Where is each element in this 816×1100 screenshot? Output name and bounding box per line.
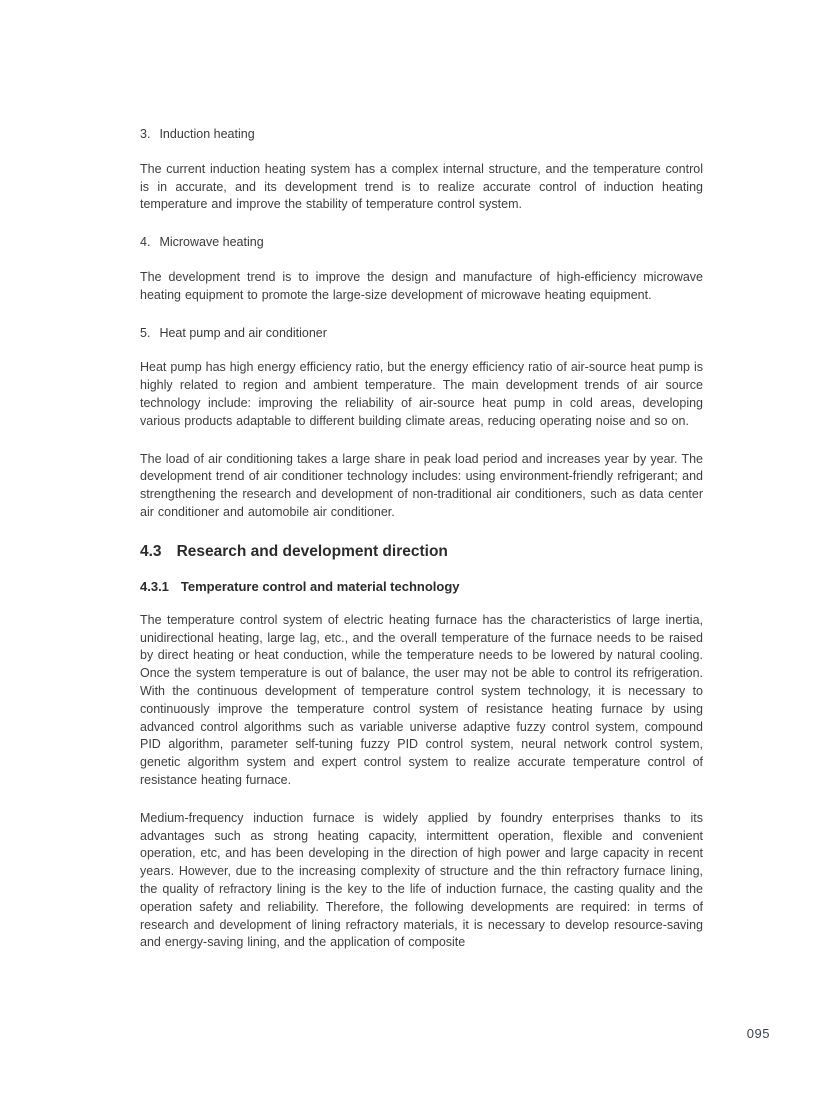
item-number: 3. [140, 127, 151, 141]
page-content [140, 0, 703, 972]
item-title-text: Heat pump and air conditioner [159, 325, 327, 340]
paragraph-induction-heating: The current induction heating system has a complex internal structure, and the temperature control is in accurate, and its development trend is to realize accurate control of induction heating temperature and improve the stability of temperature control system. [140, 161, 703, 212]
list-item-heading-4 [140, 234, 703, 252]
item-number: 5. [140, 325, 151, 340]
list-item-heading-3 [140, 126, 703, 144]
paragraph-induction-furnace: Medium-frequency induction furnace is widely applied by foundry enterprises thanks to its advantages such as strong heating capacity, intermittent operation, flexible and convenient operation, etc, and has been developing in the direction of high power and large capacity in recent years. However, due to the increasing complexity of structure and the thin refractory furnace lining, the quality of refractory lining is the key to the life of induction furnace, the casting quality and the operation safety and reliability. Therefore, the following developments are required: in terms of research and development of lining refractory materials, it is necessary to develop resource-saving and energy-saving lining, and the application of composite [140, 810, 703, 950]
paragraph-heat-pump-1: Heat pump has high energy efficiency ratio, but the energy efficiency ratio of air-source heat pump is highly related to region and ambient temperature. The main development trends of air source technology include: improving the reliability of air-source heat pump in cold areas, developing various products adaptable to different building climate areas, reducing operating noise and so on. [140, 360, 703, 428]
section-number: 4.3 [140, 542, 162, 560]
section-heading [140, 542, 703, 562]
paragraph-microwave-heating: The development trend is to improve the design and manufacture of high-efficiency microwave heating equipment to promote the large-size development of microwave heating equipment. [140, 269, 703, 302]
item-title-text: Induction heating [159, 127, 255, 141]
list-item-heading-5 [140, 325, 703, 343]
section-title-text: Research and development direction [176, 542, 448, 560]
subsection-title-text: Temperature control and material technology [180, 578, 460, 594]
item-title-text: Microwave heating [159, 235, 264, 250]
paragraph-temperature-control: The temperature control system of electric heating furnace has the characteristics of large inertia, unidirectional heating, large lag, etc., and the overall temperature of the furnace needs to be raised by direct heating or heat conduction, while the temperature needs to be lowered by natural cooling. Once the system temperature is out of balance, the user may not be able to control its refrigeration. With the continuous development of temperature control system technology, it is necessary to continuously improve the temperature control system of resistance heating furnace by using advanced control algorithms such as variable universe adaptive fuzzy control system, compound PID algorithm, parameter self-tuning fuzzy PID control system, neural network control system, genetic algorithm system and expert control system to realize accurate temperature control of resistance heating furnace. [140, 612, 703, 787]
subsection-number: 4.3.1 [140, 578, 169, 594]
paragraph-heat-pump-2: The load of air conditioning takes a large share in peak load period and increases year by year. The development trend of air conditioner technology includes: using environment-friendly refrigerant; and strengthening the research and development of non-traditional air conditioners, such as data center air conditioner and automobile air conditioner. [140, 451, 703, 519]
item-number: 4. [140, 235, 151, 250]
subsection-heading [140, 578, 703, 595]
page-number: 095 [746, 1026, 770, 1041]
